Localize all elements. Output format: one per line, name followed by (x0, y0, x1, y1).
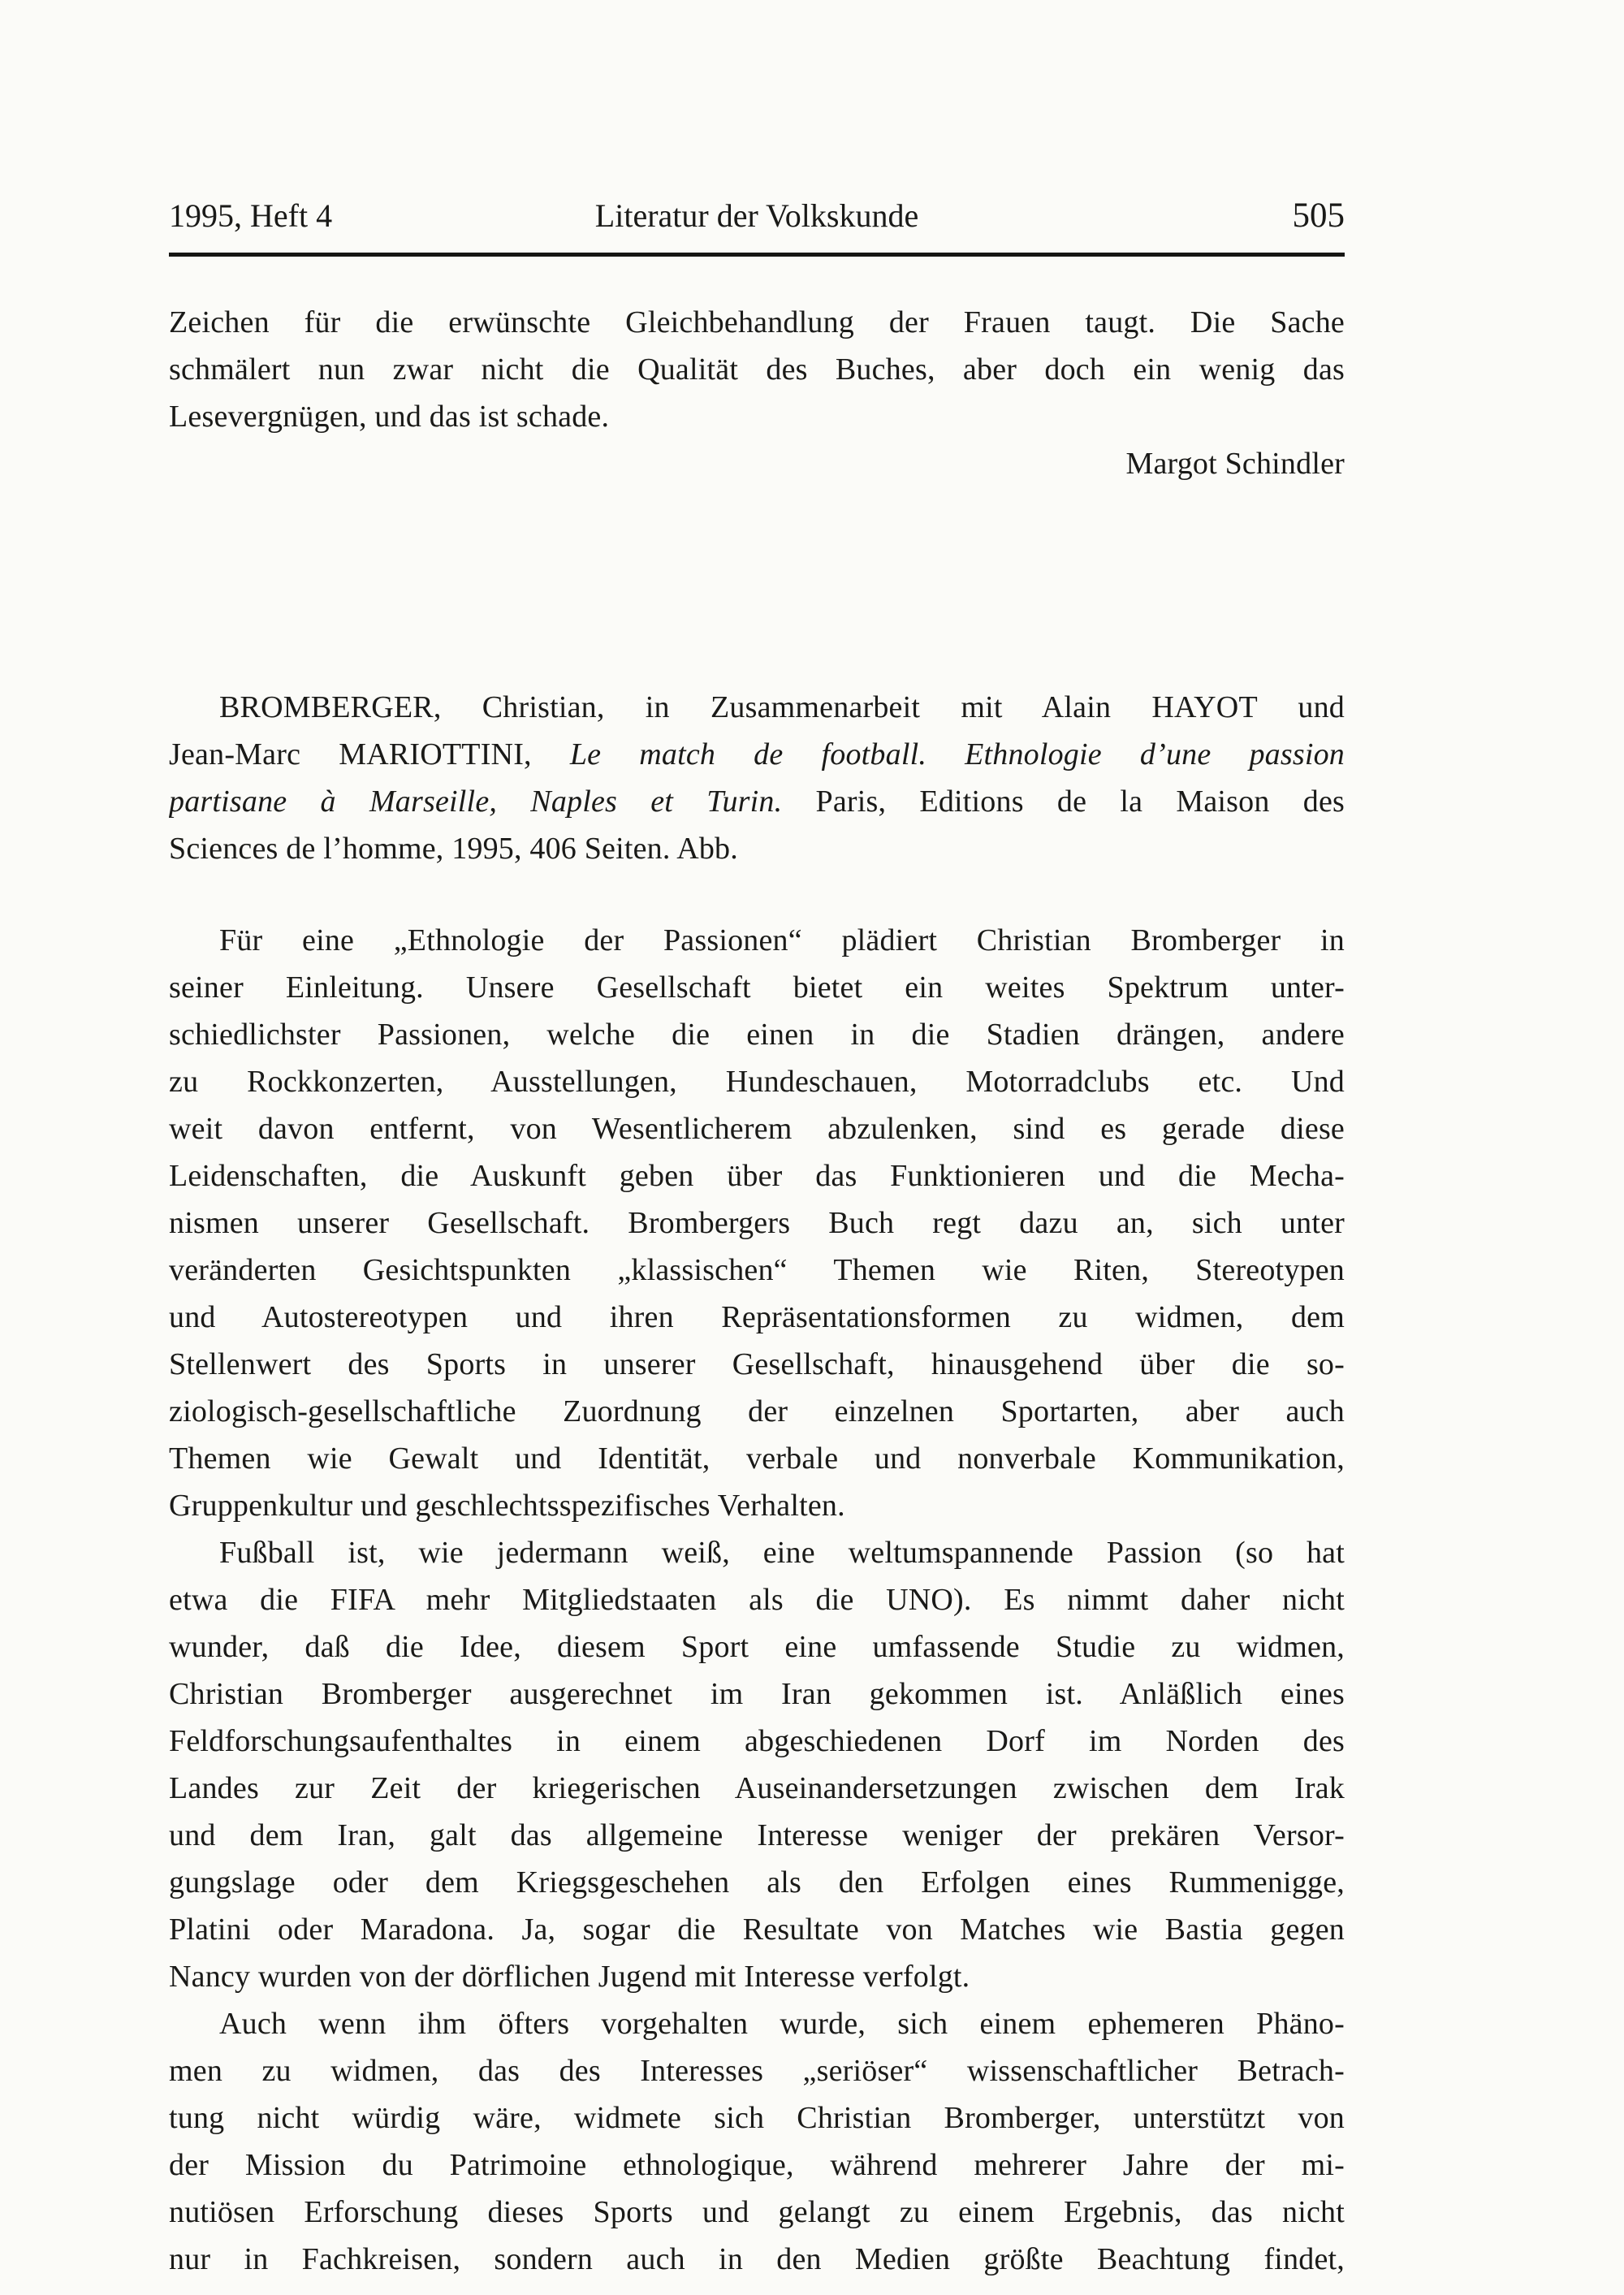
text-line: seiner Einleitung. Unsere Gesellschaft bietet ein weites Spektrum unter- (169, 970, 1345, 1005)
bibliography-entry (169, 684, 1345, 872)
text-line: nur in Fachkreisen, sondern auch in den Medien größte Beachtung findet, (169, 2242, 1345, 2276)
text-line: Leidenschaften, die Auskunft geben über das Funktionieren und die Mecha- (169, 1159, 1345, 1193)
text-line: tung nicht würdig wäre, widmete sich Christian Bromberger, unterstützt von (169, 2101, 1345, 2135)
header-issue: 1995, Heft 4 (169, 197, 333, 234)
text-line: partisane à Marseille, Naples et Turin. Paris, Editions de la Maison des (169, 784, 1345, 819)
text-line: schiedlichster Passionen, welche die einen in die Stadien drängen, andere (169, 1018, 1345, 1052)
text-line: zu Rockkonzerten, Ausstellungen, Hundeschauen, Motorradclubs etc. Und (169, 1065, 1345, 1099)
closing-paragraph (169, 299, 1345, 440)
text-line: Feldforschungsaufenthaltes in einem abgeschiedenen Dorf im Norden des (169, 1724, 1345, 1758)
text-line: gungslage oder dem Kriegsgeschehen als den Erfolgen eines Rummenigge, (169, 1865, 1345, 1900)
text-line: Auch wenn ihm öfters vorgehalten wurde, sich einem ephemeren Phäno- (219, 2007, 1345, 2041)
text-line: Lesevergnügen, und das ist schade. (169, 400, 610, 434)
review-paragraph-2 (169, 1529, 1345, 2000)
text-line: wunder, daß die Idee, diesem Sport eine umfassende Studie zu widmen, (169, 1630, 1345, 1664)
text-line: schmälert nun zwar nicht die Qualität des Buches, aber doch ein wenig das (169, 352, 1345, 387)
text-line: Themen wie Gewalt und Identität, verbale und nonverbale Kommunikation, (169, 1441, 1345, 1476)
text-line: Sciences de l’homme, 1995, 406 Seiten. Abb. (169, 832, 738, 866)
text-line: und Autostereotypen und ihren Repräsentationsformen zu widmen, dem (169, 1300, 1345, 1334)
text-line: nutiösen Erforschung dieses Sports und gelangt zu einem Ergebnis, das nicht (169, 2195, 1345, 2229)
review-paragraph-3 (169, 2000, 1345, 2283)
text-line: nismen unserer Gesellschaft. Brombergers Buch regt dazu an, sich unter (169, 1206, 1345, 1240)
text-line: Gruppenkultur und geschlechtsspezifisches Verhalten. (169, 1489, 845, 1523)
text-line: Zeichen für die erwünschte Gleichbehandlung der Frauen taugt. Die Sache (169, 305, 1345, 339)
text-line: Nancy wurden von der dörflichen Jugend mit Interesse verfolgt. (169, 1960, 970, 1994)
text-line: Fußball ist, wie jedermann weiß, eine weltumspannende Passion (so hat (219, 1536, 1345, 1570)
reviewer-signature: Margot Schindler (1125, 447, 1345, 481)
text-line: Stellenwert des Sports in unserer Gesellschaft, hinausgehend über die so- (169, 1347, 1345, 1381)
text-line: Jean-Marc MARIOTTINI, Le match de football. Ethnologie d’une passion (169, 737, 1345, 771)
text-line: Landes zur Zeit der kriegerischen Auseinandersetzungen zwischen dem Irak (169, 1771, 1345, 1805)
header-page-number: 505 (1292, 197, 1345, 235)
text-line: men zu widmen, das des Interesses „seriöser“ wissenschaftlicher Betrach- (169, 2054, 1345, 2088)
text-line: der Mission du Patrimoine ethnologique, während mehrerer Jahre der mi- (169, 2148, 1345, 2182)
text-line: BROMBERGER, Christian, in Zusammenarbeit mit Alain HAYOT und (219, 690, 1345, 724)
text-line: weit davon entfernt, von Wesentlicherem abzulenken, sind es gerade diese (169, 1112, 1345, 1146)
page-header (169, 0, 1345, 235)
text-line: veränderten Gesichtspunkten „klassischen“ Themen wie Riten, Stereotypen (169, 1253, 1345, 1287)
text-line: ziologisch-gesellschaftliche Zuordnung der einzelnen Sportarten, aber auch (169, 1394, 1345, 1428)
review-paragraph-1 (169, 917, 1345, 1529)
text-line: Für eine „Ethnologie der Passionen“ plädiert Christian Bromberger in (219, 923, 1345, 957)
text-line: und dem Iran, galt das allgemeine Interesse weniger der prekären Versor- (169, 1818, 1345, 1852)
text-line: etwa die FIFA mehr Mitgliedstaaten als die UNO). Es nimmt daher nicht (169, 1583, 1345, 1617)
text-line: Platini oder Maradona. Ja, sogar die Resultate von Matches wie Bastia gegen (169, 1912, 1345, 1947)
header-section-title: Literatur der Volkskunde (594, 197, 919, 234)
text-block (169, 299, 1345, 2283)
text-line: Christian Bromberger ausgerechnet im Iran gekommen ist. Anläßlich eines (169, 1677, 1345, 1711)
header-rule (169, 253, 1345, 257)
